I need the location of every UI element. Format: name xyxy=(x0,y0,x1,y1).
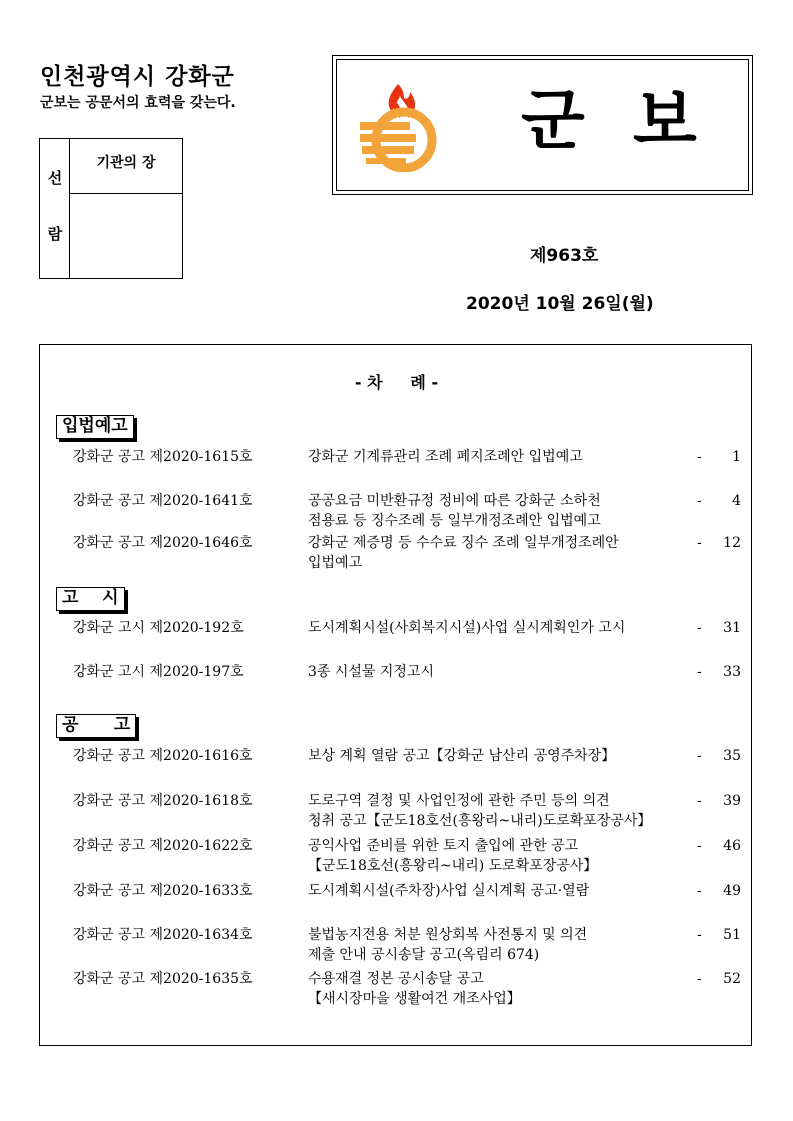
toc-entry-dash: - xyxy=(697,535,702,551)
toc-entry-title: 공익사업 준비를 위한 토지 출입에 관한 공고 xyxy=(308,838,579,854)
title-char-2: 보 xyxy=(633,81,697,159)
review-side xyxy=(40,139,70,278)
toc-entry-title: 도시계획시설(주차장)사업 실시계획 공고·열람 xyxy=(308,883,590,899)
toc-entry-ref: 강화군 고시 제2020-192호 xyxy=(73,620,244,636)
toc-entry-page: 31 xyxy=(723,620,741,636)
toc-entry-ref: 강화군 공고 제2020-1633호 xyxy=(73,883,253,899)
toc-entry-title: 점용료 등 징수조례 등 일부개정조례안 입법예고 xyxy=(308,513,601,529)
toc-entry-page: 46 xyxy=(723,838,741,854)
issue-number: 제963호 xyxy=(530,246,599,266)
toc-entry-title: 3종 시설물 지정고시 xyxy=(308,664,434,680)
toc-entry-title: 【군도18호선(흥왕리~내리) 도로확포장공사】 xyxy=(308,858,598,874)
toc-entry-ref: 강화군 공고 제2020-1615호 xyxy=(73,449,253,465)
issue-date: 2020년 10월 26일(월) xyxy=(466,294,654,314)
toc-entry-ref: 강화군 고시 제2020-197호 xyxy=(73,664,244,680)
toc-entry-dash: - xyxy=(697,927,702,943)
gangwha-county-emblem-icon xyxy=(358,78,444,172)
section-legislative-notice-label: 입법예고 xyxy=(56,415,134,439)
toc-entry-dash: - xyxy=(697,620,702,636)
toc-entry-dash: - xyxy=(697,838,702,854)
section-public-notice-label: 공 고 xyxy=(56,714,136,738)
toc-entry-title: 수용재결 정본 공시송달 공고 xyxy=(308,971,484,987)
toc-entry-ref: 강화군 공고 제2020-1646호 xyxy=(73,535,253,551)
toc-entry-dash: - xyxy=(697,793,702,809)
toc-entry-page: 52 xyxy=(723,971,741,987)
toc-entry-page: 33 xyxy=(723,664,741,680)
title-char-1: 군 xyxy=(521,81,585,159)
toc-entry-title: 청취 공고【군도18호선(흥왕리~내리)도로확포장공사】 xyxy=(308,813,652,829)
toc-entry-dash: - xyxy=(697,971,702,987)
review-box xyxy=(39,138,183,279)
review-side-bottom: 람 xyxy=(47,225,63,243)
toc-entry-ref: 강화군 공고 제2020-1634호 xyxy=(73,927,253,943)
toc-entry-title: 불법농지전용 처분 원상회복 사전통지 및 의견 xyxy=(308,927,588,943)
toc-entry-page: 1 xyxy=(732,449,741,465)
toc-entry-dash: - xyxy=(697,664,702,680)
toc-entry-title: 강화군 기계류관리 조례 폐지조례안 입법예고 xyxy=(308,449,583,465)
toc-entry-title: 보상 계획 열람 공고【강화군 남산리 공영주차장】 xyxy=(308,748,616,764)
toc-entry-dash: - xyxy=(697,883,702,899)
toc-entry-dash: - xyxy=(697,493,702,509)
toc-entry-title: 강화군 제증명 등 수수료 징수 조례 일부개정조례안 xyxy=(308,535,619,551)
review-side-top: 선 xyxy=(47,169,63,187)
toc-entry-ref: 강화군 공고 제2020-1641호 xyxy=(73,493,253,509)
toc-entry-title: 제출 안내 공시송달 공고(옥림리 674) xyxy=(308,947,540,963)
toc-entry-title: 공공요금 미반환규정 정비에 따른 강화군 소하천 xyxy=(308,493,601,509)
toc-entry-title: 【새시장마을 생활여건 개조사업】 xyxy=(308,991,521,1007)
toc-entry-page: 12 xyxy=(723,535,741,551)
toc-entry-ref: 강화군 공고 제2020-1616호 xyxy=(73,748,253,764)
toc-entry-dash: - xyxy=(697,748,702,764)
toc-heading: - 차 례 - xyxy=(354,373,439,392)
toc-entry-title: 입법예고 xyxy=(308,555,363,571)
toc-entry-page: 4 xyxy=(732,493,741,509)
org-name: 인천광역시 강화군 xyxy=(40,64,235,90)
toc-entry-ref: 강화군 공고 제2020-1622호 xyxy=(73,838,253,854)
review-column-header: 기관의 장 xyxy=(70,139,182,194)
toc-entry-page: 51 xyxy=(723,927,741,943)
org-subtitle: 군보는 공문서의 효력을 갖는다. xyxy=(40,95,236,111)
toc-entry-title: 도시계획시설(사회복지시설)사업 실시계획인가 고시 xyxy=(308,620,626,636)
toc-entry-ref: 강화군 공고 제2020-1618호 xyxy=(73,793,253,809)
toc-entry-page: 39 xyxy=(723,793,741,809)
section-announcement-gosi-label: 고 시 xyxy=(56,587,125,611)
gazette-title-box xyxy=(332,55,753,195)
toc-entry-page: 35 xyxy=(723,748,741,764)
toc-entry-page: 49 xyxy=(723,883,741,899)
toc-entry-title: 도로구역 결정 및 사업인정에 관한 주민 등의 의견 xyxy=(308,793,610,809)
toc-entry-dash: - xyxy=(697,449,702,465)
toc-entry-ref: 강화군 공고 제2020-1635호 xyxy=(73,971,253,987)
